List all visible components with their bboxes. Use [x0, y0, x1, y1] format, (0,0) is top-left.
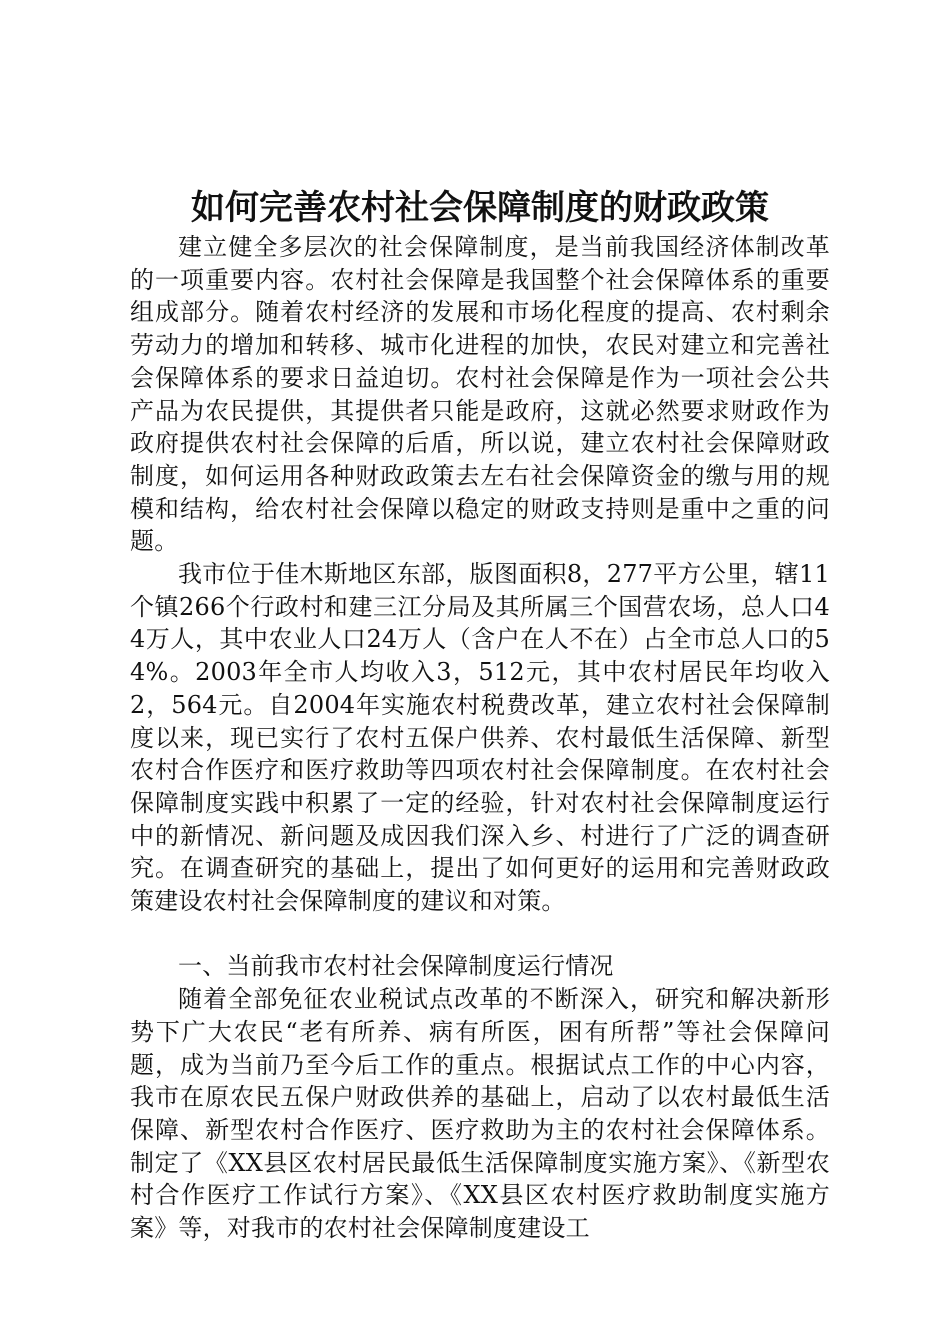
document-title: 如何完善农村社会保障制度的财政政策 — [191, 188, 769, 228]
paragraph-intro: 建立健全多层次的社会保障制度，是当前我国经济体制改革的一项重要内容。农村社会保障是我国整个社会保障体系的重要组成部分。随着农村经济的发展和市场化程度的提高、农村剩余劳动力的增加和转移、城市化进程的加快，农民对建立和完善社会保障体系的要求日益迫切。农村社会保障是作为一项社会公共产品为农民提供，其提供者只能是政府，这就必然要求财政作为政府提供农村社会保障的后盾，所以说，建立农村社会保障财政制度，如何运用各种财政政策去左右社会保障资金的缴与用的规模和结构，给农村社会保障以稳定的财政支持则是重中之重的问题。 — [130, 233, 830, 556]
paragraph-city-overview: 我市位于佳木斯地区东部，版图面积8，277平方公里，辖11个镇266个行政村和建三江分局及其所属三个国营农场，总人口44万人，其中农业人口24万人（含户在人不在）占全市总人口的54%。2003年全市人均收入3，512元，其中农村居民年均收入2，564元。自2004年实施农村税费改革，建立农村社会保障制度以来，现已实行了农村五保户供养、农村最低生活保障、新型农村合作医疗和医疗救助等四项农村社会保障制度。在农村社会保障制度实践中积累了一定的经验，针对农村社会保障制度运行中的新情况、新问题及成因我们深入乡、村进行了广泛的调查研究。在调查研究的基础上，提出了如何更好的运用和完善财政政策建设农村社会保障制度的建议和对策。 — [130, 560, 830, 916]
document-body — [130, 231, 830, 1245]
paragraph-section-one: 随着全部免征农业税试点改革的不断深入，研究和解决新形势下广大农民“老有所养、病有所医，困有所帮”等社会保障问题，成为当前乃至今后工作的重点。根据试点工作的中心内容，我市在原农民五保户财政供养的基础上，启动了以农村最低生活保障、新型农村合作医疗、医疗救助为主的农村社会保障体系。制定了《XX县区农村居民最低生活保障制度实施方案》、《新型农村合作医疗工作试行方案》、《XX县区农村医疗救助制度实施方案》等，对我市的农村社会保障制度建设工 — [130, 985, 830, 1243]
paragraph-spacer — [130, 918, 830, 951]
section-heading: 一、当前我市农村社会保障制度运行情况 — [178, 952, 614, 981]
document-page — [130, 0, 830, 1344]
